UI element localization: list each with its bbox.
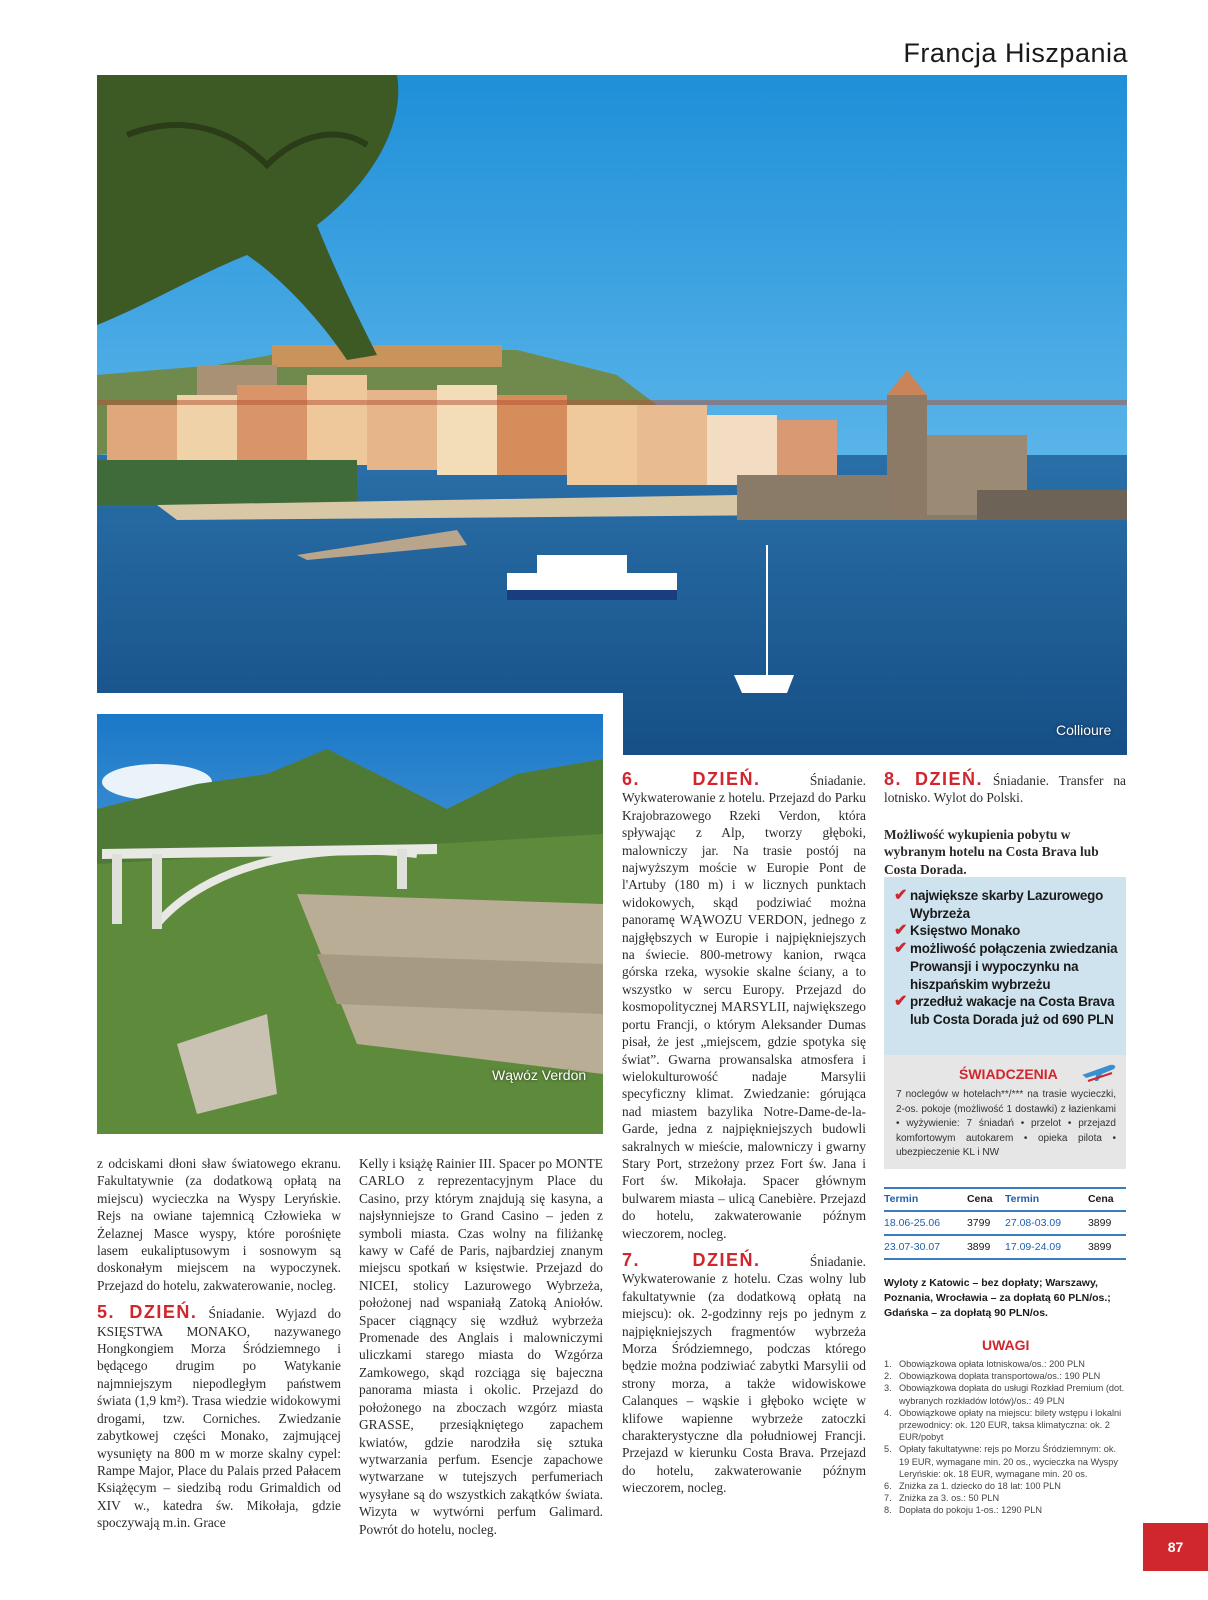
day4-continuation: z odciskami dłoni sław światowego ekranu. Fakultatywnie (za dodatkową opłatą na miejscu) wycieczka na Wyspy Leryńskie. Rejs na owiane tajemnicą Człowieka w Żelaznej Masce wyspy, które porośnięte lasem eukaliptusowym i sosnowym są doskonałym miejscem na wypoczynek. Przejazd do hotelu, zakwaterowanie, nocleg. bbox=[97, 1156, 341, 1293]
extension-note: Możliwość wykupienia pobytu w wybranym hotelu na Costa Brava lub Costa Dorada. bbox=[884, 827, 1099, 877]
highlight-item: ✔ Księstwo Monako bbox=[894, 922, 1021, 940]
price-table-header bbox=[884, 1188, 1126, 1211]
note-item: 6. Zniżka za 1. dziecko do 18 lat: 100 PLN bbox=[884, 1481, 1061, 1492]
day6-label: 6. DZIEŃ. bbox=[622, 769, 761, 789]
price-cell: 3899 bbox=[1088, 1211, 1126, 1235]
day8-label: 8. DZIEŃ. bbox=[884, 769, 984, 789]
term-cell: 18.06-25.06 bbox=[884, 1211, 967, 1235]
col-header: Termin bbox=[884, 1188, 967, 1211]
table-row bbox=[884, 1211, 1126, 1235]
flights-info: Wyloty z Katowic – bez dopłaty; Warszawy, Poznania, Wrocławia – za dopłatą 60 PLN/os.; Gdańska – za dopłatą 90 PLN/os. bbox=[884, 1277, 1111, 1319]
note-item: 5. Opłaty fakultatywne: rejs po Morzu Śródziemnym: ok. 19 EUR, wymagane min. 20 os., wycieczka na Wyspy Leryńskie: ok. 18 EUR, wymagane min. 20 os. bbox=[884, 1444, 1118, 1479]
col-header: Cena bbox=[1088, 1188, 1126, 1211]
included-services-box bbox=[884, 1055, 1126, 1169]
day8-text: Śniadanie. Transfer na lotnisko. Wylot do Polski. bbox=[884, 773, 1126, 806]
page-number: 87 bbox=[1143, 1523, 1208, 1571]
day5-continuation: Kelly i książę Rainier III. Spacer po MONTE CARLO z reprezentacyjnym Place du Casino, przy którym znajdują się kasyna, a najsłynniejsze to Grand Casino – jeden z symboli miasta. Czas wolny na filiżankę kawy w Café de Paris, najbardziej znanym miejscu spotkań w księstwie. Przejazd do NICEI, stolicy Lazurowego Wybrzeża, położonej nad wspaniałą Zatoką Aniołów. Spacer ciągnący się wzdłuż wybrzeża Promenade des Anglais i malowniczymi uliczkami starego miasta do Wzgórza Zamkowego, skąd rozciąga się bajeczna panorama miasta i okolic. Przejazd do położonego na zboczach wzgórz miasta GRASSE, przesiąkniętego zapachem kwiatów, gdzie narodziła się sztuka wytwarzania perfum. Esencje zapachowe wytwarzane w tutejszych perfumeriach wysyłane są do wszystkich zakątków świata. Wizyta w wytwórni perfum Galimard. Powrót do hotelu, nocleg. bbox=[359, 1156, 603, 1537]
day5-label: 5. DZIEŃ. bbox=[97, 1302, 198, 1323]
included-title: ŚWIADCZENIA bbox=[959, 1066, 1058, 1082]
term-cell: 23.07-30.07 bbox=[884, 1235, 967, 1259]
note-item: 4. Obowiązkowe opłaty na miejscu: bilety wstępu i lokalni przewodnicy: ok. 120 EUR, taksa klimatyczna: ok. 2 EUR/pobyt bbox=[884, 1407, 1122, 1443]
note-item: 8. Dopłata do pokoju 1-os.: 1290 PLN bbox=[884, 1505, 1043, 1516]
price-table bbox=[884, 1187, 1126, 1260]
day7-paragraph bbox=[622, 1249, 867, 1497]
note-item: 7. Zniżka za 3. os.: 50 PLN bbox=[884, 1493, 1000, 1504]
notes-title: UWAGI bbox=[982, 1337, 1030, 1353]
highlight-item: ✔ największe skarby Lazurowego Wybrzeża bbox=[894, 887, 1104, 921]
text-column-2 bbox=[359, 1155, 603, 1538]
page-title: Francja Hiszpania bbox=[903, 38, 1128, 68]
day5-text: Śniadanie. Wyjazd do KSIĘSTWA MONAKO, nazywanego Hongkongiem Morza Śródziemnego i będącego drugim po Watykanie najmniejszym niepodległym państwem świata (1,9 km²). Trasa wiedzie widokowymi drogami, tzw. Corniches. Zwiedzanie zabytkowej części Monako, zajmującej wysunięty na 800 m w morze skalny cypel: Rampe Major, Place du Palais przed Pałacem Książęcym – siedzibą rodu Grimaldich od XIV w., katedra św. Mikołaja, gdzie spoczywają m.in. Grace bbox=[97, 1306, 341, 1531]
day8-paragraph bbox=[884, 771, 1126, 807]
term-cell: 27.08-03.09 bbox=[1005, 1211, 1088, 1235]
price-cell: 3899 bbox=[967, 1235, 1005, 1259]
collioure-caption: Collioure bbox=[1056, 722, 1112, 738]
col-header: Cena bbox=[967, 1188, 1005, 1211]
notes-list bbox=[884, 1358, 1126, 1517]
text-column-3 bbox=[622, 771, 866, 1497]
note-item: 3. Obowiązkowa dopłata do usługi Rozkład Premium (dot. wybranych rozkładów lotów)/os.: 49 PLN bbox=[884, 1383, 1125, 1406]
price-cell: 3799 bbox=[967, 1211, 1005, 1235]
text-column-1 bbox=[97, 1155, 341, 1532]
plane-icon bbox=[1080, 1061, 1118, 1083]
day5-paragraph bbox=[97, 1304, 341, 1531]
note-item: 2. Obowiązkowa dopłata transportowa/os.: 190 PLN bbox=[884, 1371, 1101, 1382]
verdon-caption: Wąwóz Verdon bbox=[492, 1067, 587, 1083]
highlight-item: ✔ przedłuż wakacje na Costa Brava lub Costa Dorada już od 690 PLN bbox=[894, 993, 1115, 1027]
day7-text: Śniadanie. Wykwaterowanie z hotelu. Czas wolny lub fakultatywnie (za dodatkową opłatą na miejscu): ok. 2-godzinny rejs po jednym z najpiękniejszych fragmentów wybrzeża Morza Śródziemnego, podczas którego będzie można podziwiać zabytki Marsylii od strony morza, a także widowiskowe Calanques – wąskie i głęboko wcięte w klifowe wapienne wybrzeże zatoczki charakterystyczne dla południowej Francji. Przejazd w kierunku Costa Brava. Przejazd do hotelu, zakwaterowanie późnym wieczorem, nocleg. bbox=[622, 1253, 867, 1496]
highlight-item: ✔ możliwość połączenia zwiedzania Prowansji i wypoczynku na hiszpańskim wybrzeżu bbox=[894, 940, 1118, 992]
check-icon: ✔ bbox=[894, 922, 908, 940]
check-icon: ✔ bbox=[894, 887, 908, 904]
term-cell: 17.09-24.09 bbox=[1005, 1235, 1088, 1259]
note-item: 1. Obowiązkowa opłata lotniskowa/os.: 200 PLN bbox=[884, 1359, 1085, 1369]
check-icon: ✔ bbox=[894, 940, 908, 958]
included-text: 7 noclegów w hotelach**/*** na trasie wycieczki, 2-os. pokoje (możliwość 1 dostawki) z łazienkami • wyżywienie: 7 śniadań • przelot • przejazd komfortowym autokarem • opieka pilota • ubezpieczenie KL i NW bbox=[896, 1089, 1116, 1158]
check-icon: ✔ bbox=[894, 993, 908, 1011]
day6-text: Śniadanie. Wykwaterowanie z hotelu. Przejazd do Parku Krajobrazowego Rzeki Verdon, która spływając z Alp, tworzy głęboki, malowniczy jar. Na trasie postój na najwyższym moście w Europie Pont de l'Artuby (180 m) i w licznych punktach widokowych, skąd podziwiać można panoramę WĄWOZU VERDON, jednego z najgłębszych w Europie i najpiękniejszych na świecie. 800-metrowy kanion, rwąca górska rzeka, wysokie skalne ściany, a to wszystko w sercu Europy. Przejazd do kosmopolitycznej MARSYLII, największego portu Francji, o którym Aleksander Dumas pisał, że jest „miejscem, gdzie spotyka się świat”. Gwarna prowansalska atmosfera i wielokulturowość nadaje Marsylii specyficzny klimat. Zwiedzanie: górująca nad miastem bazylika Notre-Dame-de-la-Garde, jedna z najpiękniejszych budowli sakralnych w mieście, malowniczy i gwarny Stary Port, strzeżony przez Fort św. Jana i Fort św. Mikołaja. Spacer głównym bulwarem miasta – ulicą Canebière. Przejazd do hotelu, zakwaterowanie późnym wieczorem, nocleg. bbox=[622, 773, 867, 1241]
day7-label: 7. DZIEŃ. bbox=[622, 1249, 761, 1270]
text-column-4 bbox=[884, 771, 1126, 807]
price-cell: 3899 bbox=[1088, 1235, 1126, 1259]
collioure-photo bbox=[97, 75, 1127, 755]
col-header: Termin bbox=[1005, 1188, 1088, 1211]
table-row bbox=[884, 1235, 1126, 1259]
highlights-box bbox=[884, 877, 1126, 1055]
day6-paragraph bbox=[622, 771, 866, 1242]
